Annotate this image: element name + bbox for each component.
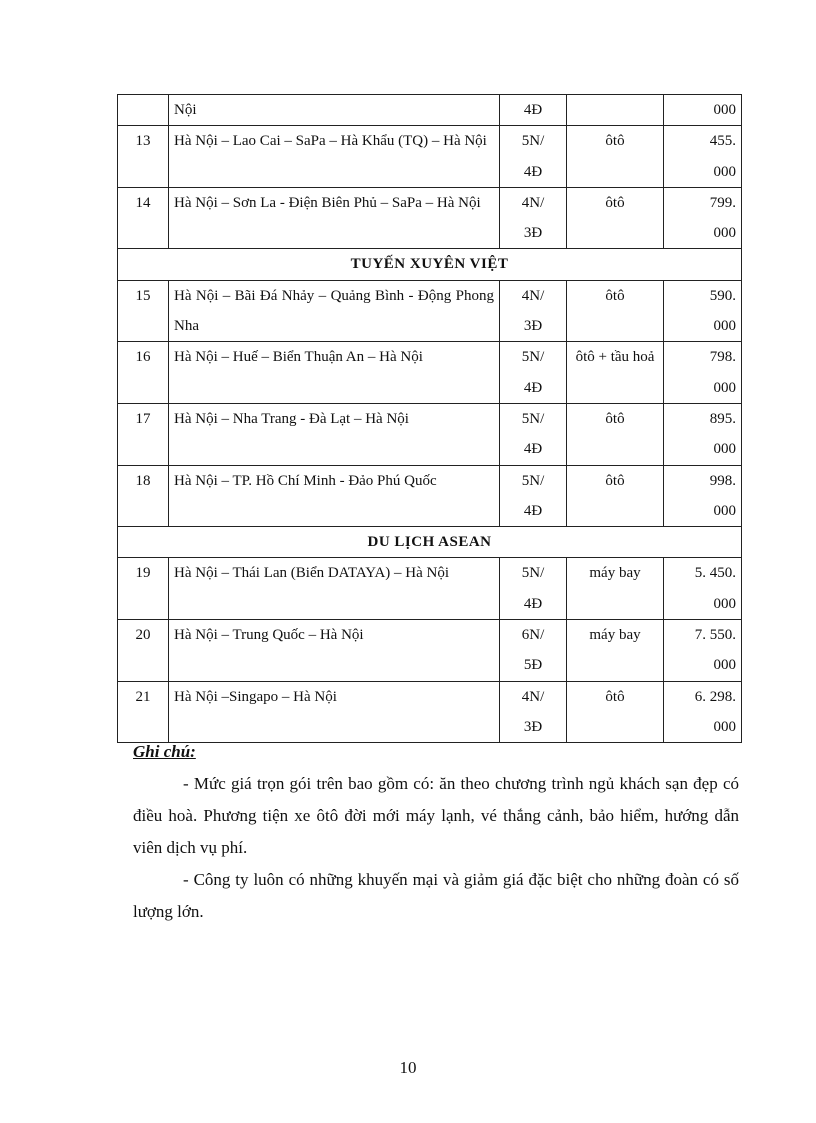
transport-cell [567,95,664,126]
price-cell [664,187,742,249]
row-number: 20 [118,620,169,682]
table-row [118,620,742,682]
row-number: 19 [118,558,169,620]
duration-cell [500,465,567,527]
route-cell: Hà Nội – TP. Hồ Chí Minh - Đảo Phú Quốc [169,465,500,527]
price-line: 000 [713,595,736,612]
price-line: 000 [713,225,736,242]
section-header-row [118,527,742,558]
row-number: 17 [118,403,169,465]
price-line: 798. [709,349,736,366]
duration-cell [500,620,567,682]
duration-line: 4Đ [523,102,543,118]
duration-cell [500,558,567,620]
section-title: DU LỊCH ASEAN [118,527,742,558]
price-line: 000 [713,441,736,458]
route-cell: Hà Nội – Lao Cai – SaPa – Hà Khẩu (TQ) – Hà Nội [169,126,500,188]
duration-line: 3Đ [523,318,543,335]
duration-cell [500,403,567,465]
table-row [118,187,742,249]
price-cell [664,681,742,743]
duration-cell [500,280,567,342]
table-row [118,95,742,126]
route-cell: Hà Nội – Huế – Biển Thuận An – Hà Nội [169,342,500,404]
price-line: 998. [709,472,736,489]
price-line: 000 [713,657,736,674]
price-line: 799. [709,194,736,211]
price-cell [664,280,742,342]
table-row [118,342,742,404]
duration-cell [500,126,567,188]
transport-cell: ôtô [567,187,664,249]
price-cell [664,558,742,620]
price-line: 000 [713,379,736,396]
row-number [118,95,169,126]
route-cell: Hà Nội –Singapo – Hà Nội [169,681,500,743]
row-number: 16 [118,342,169,404]
route-cell: Nội [169,95,500,126]
row-number: 21 [118,681,169,743]
duration-line: 5Đ [523,657,543,674]
duration-line: 6N/ [521,627,545,644]
duration-cell [500,342,567,404]
duration-line: 4Đ [523,595,543,612]
tour-table-body [118,95,742,743]
transport-cell: máy bay [567,620,664,682]
row-number: 14 [118,187,169,249]
duration-line: 4N/ [521,688,545,705]
price-line: 6. 298. [694,688,736,705]
price-line: 455. [709,133,736,150]
table-row [118,403,742,465]
row-number: 15 [118,280,169,342]
notes-section [133,736,739,928]
route-cell: Hà Nội – Trung Quốc – Hà Nội [169,620,500,682]
route-cell: Hà Nội – Bãi Đá Nhảy – Quảng Bình - Động Phong Nha [169,280,500,342]
duration-line: 4Đ [523,163,543,180]
duration-line: 5N/ [521,472,545,489]
price-cell [664,465,742,527]
duration-line: 5N/ [521,133,545,150]
duration-line: 3Đ [523,225,543,242]
transport-cell: ôtô [567,681,664,743]
section-title: TUYẾN XUYÊN VIỆT [118,249,742,280]
price-cell [664,95,742,126]
table-row [118,558,742,620]
price-cell [664,620,742,682]
duration-cell [500,95,567,126]
tour-price-table [117,94,742,743]
duration-line: 3Đ [523,718,543,735]
duration-line: 4N/ [521,287,545,304]
transport-cell: máy bay [567,558,664,620]
table-row [118,465,742,527]
price-line: 000 [713,318,736,335]
row-number: 18 [118,465,169,527]
route-cell: Hà Nội – Thái Lan (Biển DATAYA) – Hà Nội [169,558,500,620]
page-number: 10 [399,1058,417,1077]
price-line: 000 [713,502,736,519]
table-row [118,126,742,188]
table-row [118,280,742,342]
transport-cell: ôtô + tầu hoả [567,342,664,404]
transport-cell: ôtô [567,126,664,188]
transport-cell: ôtô [567,280,664,342]
price-line: 000 [713,163,736,180]
table-row [118,681,742,743]
duration-line: 4Đ [523,441,543,458]
duration-line: 4Đ [523,502,543,519]
price-cell [664,126,742,188]
duration-line: 4N/ [521,194,545,211]
duration-cell [500,187,567,249]
note-paragraph-1: - Mức giá trọn gói trên bao gồm có: ăn theo chương trình ngủ khách sạn đẹp có điều hoà. Phương tiện xe ôtô đời mới máy lạnh, vé thắng cảnh, bảo hiểm, hướng dẫn viên dịch vụ phí. [133,774,739,857]
duration-cell [500,681,567,743]
notes-title: Ghi chú: [133,742,196,761]
transport-cell: ôtô [567,465,664,527]
route-cell: Hà Nội – Sơn La - Điện Biên Phủ – SaPa – Hà Nội [169,187,500,249]
duration-line: 4Đ [523,379,543,396]
duration-line: 5N/ [521,410,545,427]
price-line: 000 [713,102,736,118]
price-cell [664,342,742,404]
transport-cell: ôtô [567,403,664,465]
price-line: 895. [709,410,736,427]
price-line: 5. 450. [694,565,736,582]
price-cell [664,403,742,465]
price-line: 000 [713,718,736,735]
price-line: 7. 550. [694,627,736,644]
route-cell: Hà Nội – Nha Trang - Đà Lạt – Hà Nội [169,403,500,465]
note-paragraph-2: - Công ty luôn có những khuyến mại và giảm giá đặc biệt cho những đoàn có số lượng lớn. [133,870,739,921]
section-header-row [118,249,742,280]
row-number: 13 [118,126,169,188]
duration-line: 5N/ [521,565,545,582]
duration-line: 5N/ [521,349,545,366]
price-line: 590. [709,287,736,304]
